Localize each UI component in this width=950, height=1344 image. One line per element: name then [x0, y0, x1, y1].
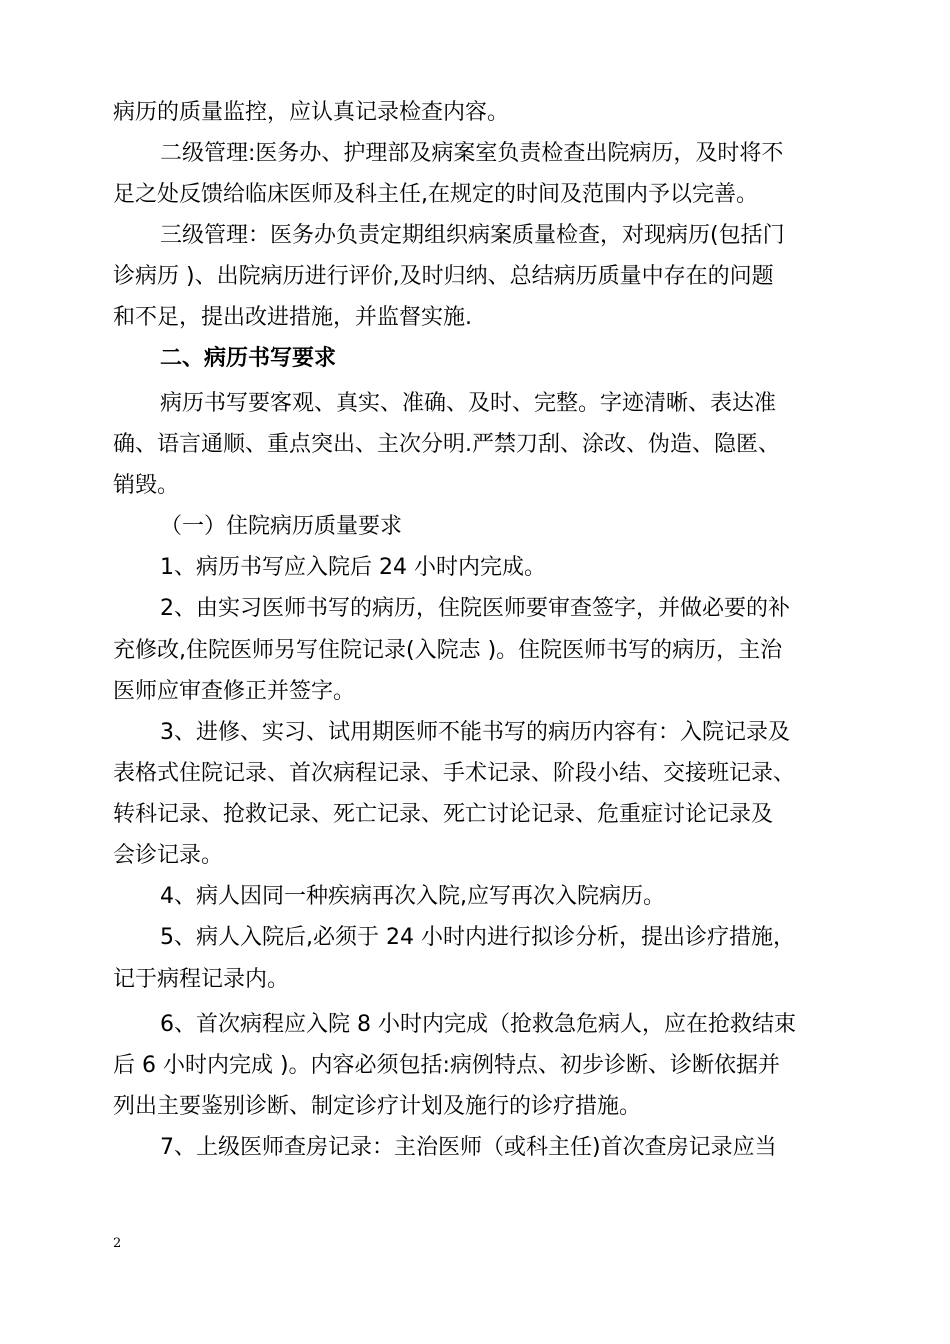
subsection-heading: （一）住院病历质量要求: [160, 514, 403, 539]
text-line: 6、首次病程应入院 8 小时内完成（抢救急危病人，应在抢救结束: [160, 1012, 796, 1037]
text-line: 会诊记录。: [113, 843, 224, 868]
text-line: 充修改,住院医师另写住院记录(入院志 )。住院医师书写的病历，主治: [113, 638, 783, 663]
text-line: 3、进修、实习、试用期医师不能书写的病历内容有：入院记录及: [160, 720, 790, 745]
text-line: 表格式住院记录、首次病程记录、手术记录、阶段小结、交接班记录、: [113, 761, 796, 786]
text-line: 足之处反馈给临床医师及科主任,在规定的时间及范围内予以完善。: [113, 182, 758, 207]
text-line: 确、语言通顺、重点突出、主次分明.严禁刀刮、涂改、伪造、隐匿、: [113, 432, 780, 457]
text-line: 医师应审查修正并签字。: [113, 679, 356, 704]
section-heading: 二、病历书写要求: [160, 346, 337, 371]
text-line: 二级管理:医务办、护理部及病案室负责检查出院病历，及时将不: [160, 141, 784, 166]
text-line: 和不足，提出改进措施，并监督实施.: [113, 305, 472, 330]
page-number: 2: [113, 1236, 122, 1251]
text-line: 后 6 小时内完成 )。内容必须包括:病例特点、初步诊断、诊断依据并: [113, 1053, 780, 1078]
text-line: 销毁。: [113, 473, 180, 498]
text-line: 病历的质量监控，应认真记录检查内容。: [113, 100, 510, 125]
text-line: 2、由实习医师书写的病历，住院医师要审查签字，并做必要的补: [160, 596, 790, 621]
text-line: 4、病人因同一种疾病再次入院,应写再次入院病历。: [160, 884, 665, 909]
text-line: 三级管理：医务办负责定期组织病案质量检查，对现病历(包括门: [160, 223, 785, 248]
text-line: 诊病历 )、出院病历进行评价,及时归纳、总结病历质量中存在的问题: [113, 264, 774, 289]
text-line: 病历书写要客观、真实、准确、及时、完整。字迹清晰、表达准: [160, 391, 777, 416]
text-line: 1、病历书写应入院后 24 小时内完成。: [160, 555, 546, 580]
text-line: 5、病人入院后,必须于 24 小时内进行拟诊分析，提出诊疗措施，: [160, 925, 795, 950]
text-line: 列出主要鉴别诊断、制定诊疗计划及施行的诊疗措施。: [113, 1094, 642, 1119]
text-line: 7、上级医师查房记录：主治医师（或科主任)首次查房记录应当: [160, 1135, 777, 1160]
text-line: 转科记录、抢救记录、死亡记录、死亡讨论记录、危重症讨论记录及: [113, 802, 774, 827]
text-line: 记于病程记录内。: [113, 967, 290, 992]
